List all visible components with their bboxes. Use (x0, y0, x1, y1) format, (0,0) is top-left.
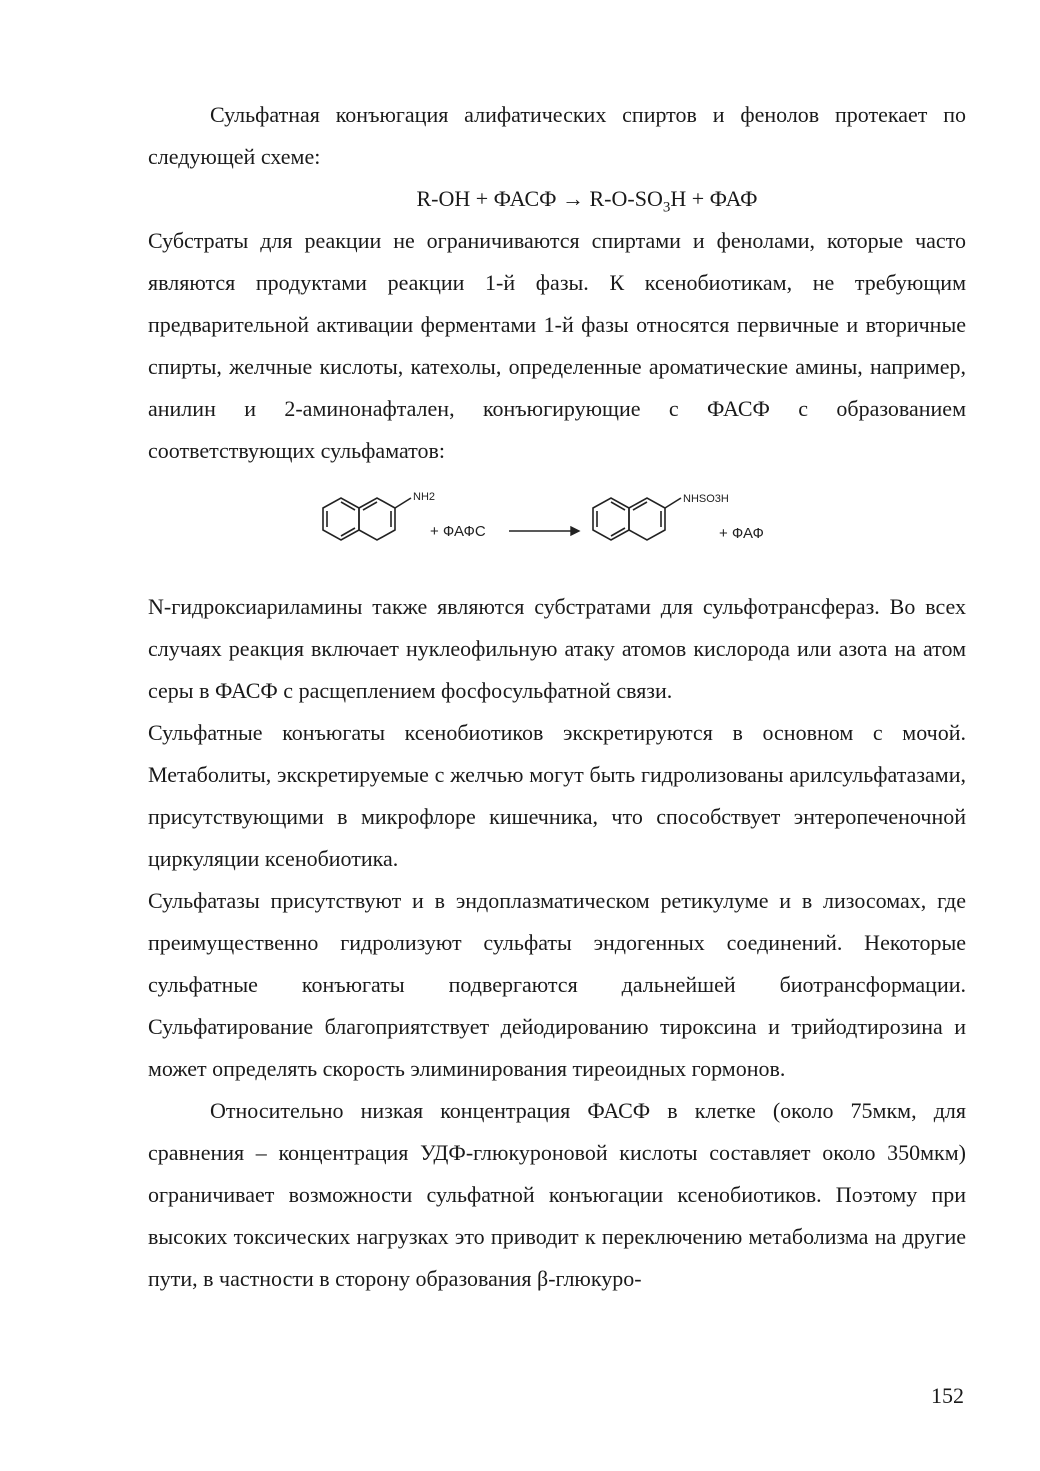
text-block-top (148, 94, 966, 472)
reagent-label: + ФАФС (430, 523, 486, 540)
naphthylsulfamate-structure (593, 498, 681, 540)
product-group-label: NHSO3H (683, 493, 729, 505)
page-number: 152 (931, 1383, 964, 1408)
body-paragraph: N-гидроксиариламины также являются субстратами для сульфотрансфераз. Во всех случаях реакция включает нуклеофильную атаку атомов кислорода или азота на атом серы в ФАСФ с расщеплением фосфосульфатной связи. (148, 594, 966, 703)
sulfamate-reaction-scheme (295, 486, 795, 556)
reactant-group-label: NH2 (413, 491, 436, 503)
reaction-arrow (509, 527, 579, 535)
body-paragraph: Сульфатазы присутствуют и в эндоплазматическом ретикулуме и в лизосомах, где преимущественно гидролизуют сульфаты эндогенных соединений. Некоторые сульфатные конъюгаты подвергаются дальнейшей биотрансформации. Сульфатирование благоприятствует дейодированию тироксина и трийодтирозина и может определять скорость элиминирования тиреоидных гормонов. (148, 888, 966, 1081)
intro-paragraph: Сульфатная конъюгация алифатических спиртов и фенолов протекает по следующей схеме: (148, 102, 966, 169)
text-block-bottom (148, 586, 966, 1300)
body-paragraph: Сульфатные конъюгаты ксенобиотиков экскретируются в основном с мочой. Метаболиты, экскретируемые с желчью могут быть гидролизованы арилсульфатазами, присутствующими в микрофлоре кишечника, что способствует энтеропеченочной циркуляции ксенобиотика. (148, 720, 966, 871)
substrates-paragraph: Субстраты для реакции не ограничиваются спиртами и фенолами, которые часто являются продуктами реакции 1-й фазы. К ксенобиотикам, не требующим предварительной активации ферментами 1-й фазы относятся первичные и вторичные спирты, желчные кислоты, катехолы, определенные ароматические амины, например, анилин и 2-аминонафтален, конъюгирующие с ФАСФ с образованием соответствующих сульфаматов: (148, 228, 966, 463)
reaction-formula: R-OH + ФАСФ → $R-O-SO_3H$ + ФАФ (416, 186, 758, 216)
byproduct-label: + ФАФ (719, 525, 764, 542)
body-paragraph: Относительно низкая концентрация ФАСФ в клетке (около 75мкм, для сравнения – концентрация УДФ-глюкуроновой кислоты составляет около 350мкм) ограничивает возможности сульфатной конъюгации ксенобиотиков. Поэтому при высоких токсических нагрузках это приводит к переключению метаболизма на другие пути, в частности в сторону образования β-глюкуро- (148, 1098, 966, 1291)
naphthylamine-structure (323, 498, 411, 540)
